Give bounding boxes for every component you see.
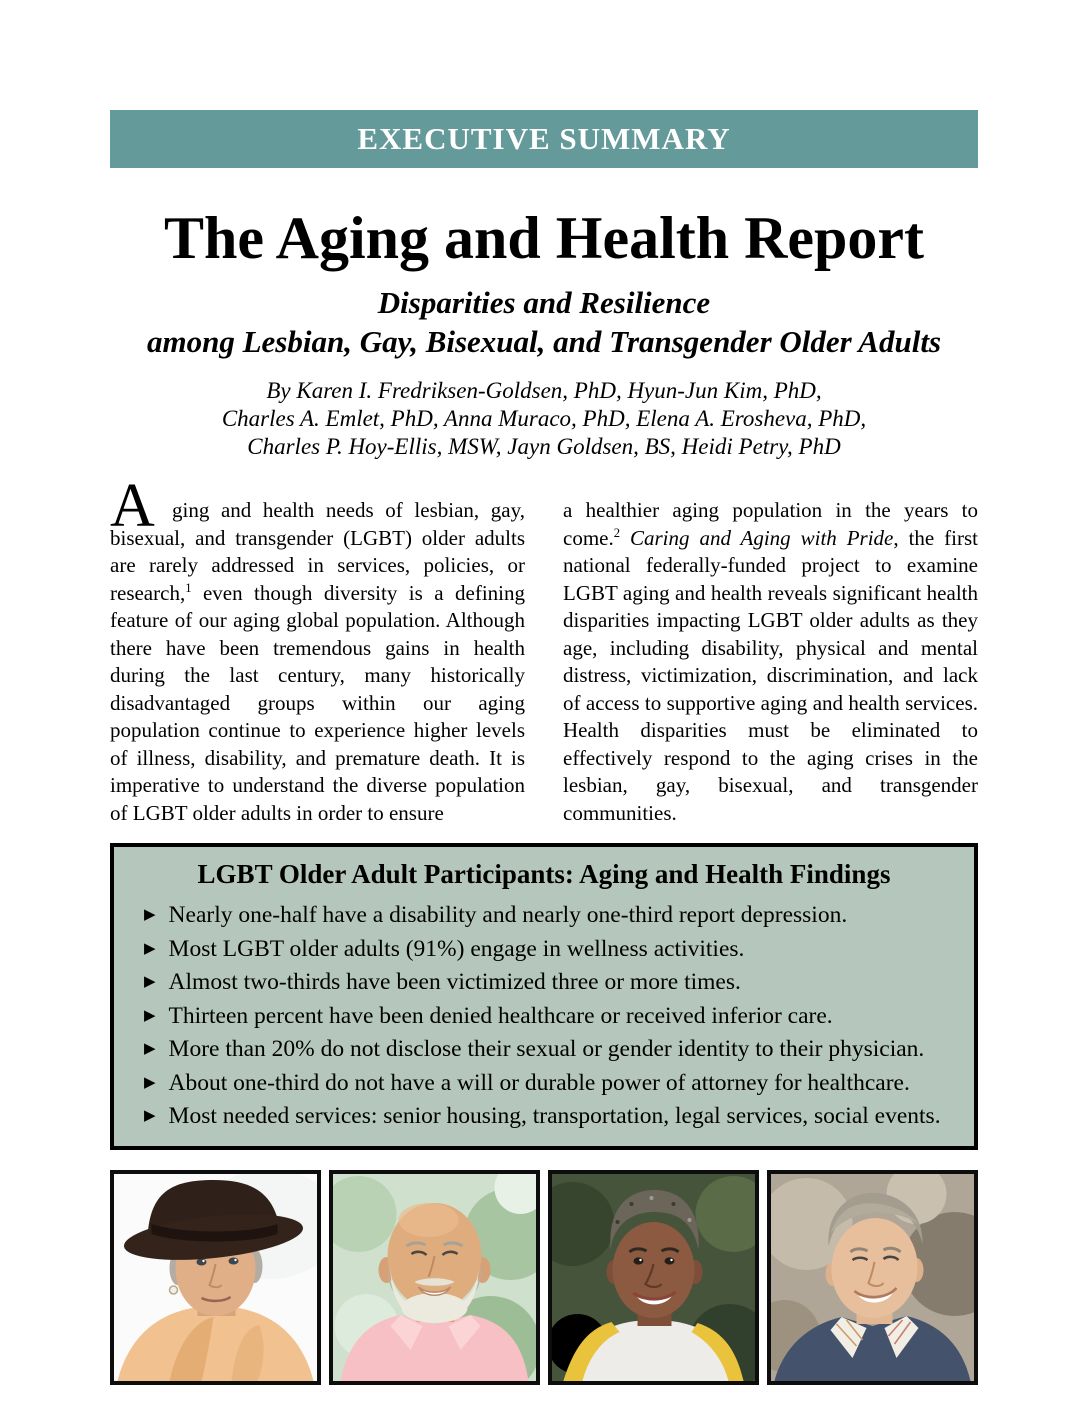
bullet-arrow-icon: ▶: [144, 1041, 156, 1058]
finding-text: Thirteen percent have been denied healthcare or received inferior care.: [168, 1002, 833, 1029]
finding-text: More than 20% do not disclose their sexual or gender identity to their physician.: [168, 1036, 925, 1063]
right-column: [563, 497, 978, 827]
bullet-arrow-icon: ▶: [144, 1007, 156, 1024]
article-body: [110, 472, 979, 827]
findings-list: [136, 899, 952, 1134]
findings-box: [110, 843, 978, 1150]
left-column: [110, 472, 525, 827]
report-title: The Aging and Health Report: [163, 205, 925, 271]
finding-text: Nearly one-half have a disability and nearly one-third report depression.: [168, 902, 848, 929]
byline-line-3: Charles P. Hoy-Ellis, MSW, Jayn Goldsen, BS, Heidi Petry, PhD: [247, 434, 841, 460]
finding-item: [144, 899, 952, 933]
finding-text: Almost two-thirds have been victimized three or more times.: [168, 969, 741, 996]
executive-summary-banner: [110, 110, 978, 168]
portrait-photo-man-navy-sweater: [767, 1170, 978, 1385]
left-column-paragraph: [110, 472, 525, 827]
portrait-photo-woman-gray-hair: [548, 1170, 759, 1385]
left-column-text: ging and health needs of lesbian, gay, bisexual, and transgender (LGBT) older adults are rarely addressed in services, policies, or research,$^1$ even though diversity is a defining feature of our aging global population. Although there have been tremendous gains in health during the last century, many historically disadvantaged groups within our aging population continue to experience higher levels of illness, disability, and premature death. It is imperative to understand the diverse population of LGBT older adults in order to ensure: [110, 498, 525, 825]
report-subtitle: [0, 283, 1088, 361]
byline-line-1: By Karen I. Fredriksen-Goldsen, PhD, Hyun-Jun Kim, PhD,: [266, 378, 822, 404]
portrait-photo-image: [333, 1174, 536, 1381]
bullet-arrow-icon: ▶: [144, 907, 156, 924]
bullet-arrow-icon: ▶: [144, 940, 156, 957]
photo-strip: [110, 1170, 978, 1385]
findings-box-title: LGBT Older Adult Participants: Aging and Health Findings: [197, 859, 891, 890]
finding-text: Most needed services: senior housing, transportation, legal services, social events.: [168, 1103, 941, 1130]
subtitle-line-1: Disparities and Resilience: [377, 285, 711, 321]
portrait-photo-image: [552, 1174, 755, 1381]
byline-line-2: Charles A. Emlet, PhD, Anna Muraco, PhD, Elena A. Erosheva, PhD,: [221, 406, 867, 432]
finding-text: About one-third do not have a will or durable power of attorney for healthcare.: [168, 1069, 910, 1096]
bullet-arrow-icon: ▶: [144, 974, 156, 991]
banner-label: EXECUTIVE SUMMARY: [357, 121, 731, 156]
subtitle-line-2: among Lesbian, Gay, Bisexual, and Transgender Older Adults: [146, 324, 942, 360]
finding-item: [144, 1000, 952, 1034]
bullet-arrow-icon: ▶: [144, 1108, 156, 1125]
finding-text: Most LGBT older adults (91%) engage in wellness activities.: [168, 935, 745, 962]
portrait-photo-woman-with-hat: [110, 1170, 321, 1385]
portrait-photo-image: [771, 1174, 974, 1381]
drop-cap: A: [110, 472, 155, 541]
finding-item: [144, 933, 952, 967]
finding-item: [144, 1100, 952, 1134]
byline: [0, 377, 1088, 461]
finding-item: [144, 966, 952, 1000]
right-column-paragraph: a healthier aging population in the years to come.$^2$ Caring and Aging with Pride, the first national federally-funded project to examine LGBT aging and health reveals significant health disparities impacting LGBT older adults as they age, including disability, physical and mental distress, victimization, discrimination, and lack of access to supportive aging and health services. Health disparities must be eliminated to effectively respond to the aging crises in the lesbian, gay, bisexual, and transgender communities.: [563, 498, 979, 825]
finding-item: [144, 1067, 952, 1101]
portrait-photo-man-with-beard: [329, 1170, 540, 1385]
finding-item: [144, 1033, 952, 1067]
bullet-arrow-icon: ▶: [144, 1074, 156, 1091]
portrait-photo-image: [114, 1174, 317, 1381]
